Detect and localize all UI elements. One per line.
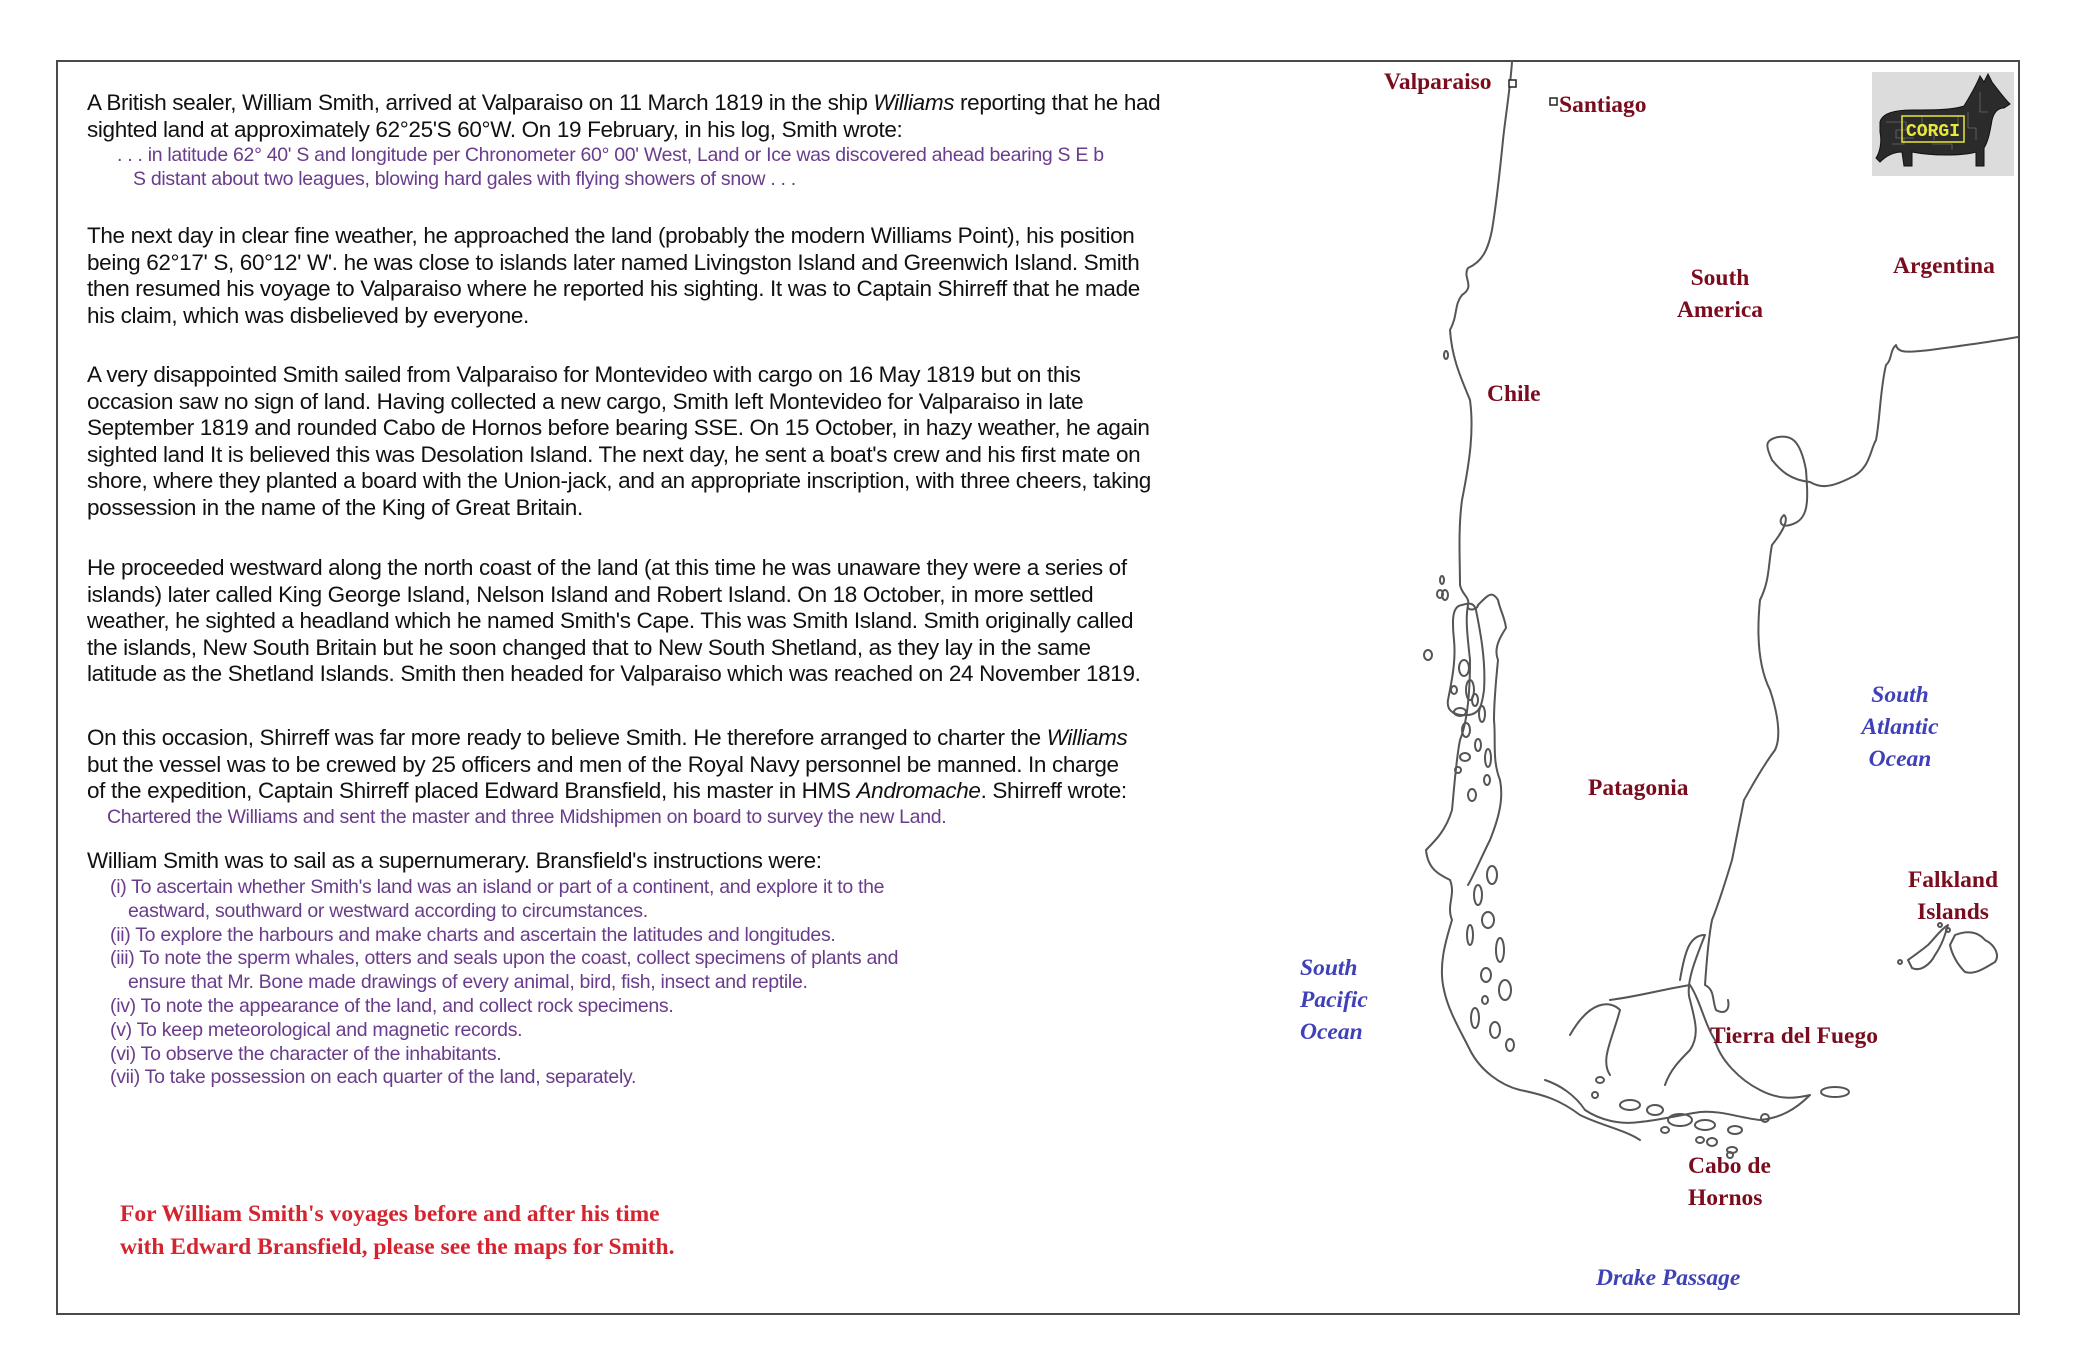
text-line: William Smith was to sail as a supernumerary. Bransfield's instructions were:: [87, 848, 822, 873]
magellan-strait: [1665, 935, 1705, 1085]
label-line: Hornos: [1688, 1185, 1763, 1211]
label-drake-passage: Drake Passage: [1596, 1265, 1741, 1291]
text-line: shore, where they planted a board with the Union-jack, and an appropriate inscription, with three cheers, taking: [87, 468, 1151, 494]
shirreff-quote: Chartered the Williams and sent the master and three Midshipmen on board to survey the new Land.: [107, 805, 947, 828]
ship-name: Williams: [873, 90, 955, 115]
label-line: Cabo de: [1688, 1153, 1771, 1179]
falkland-islet: [1898, 960, 1902, 964]
chilean-fjords: [1468, 595, 1506, 885]
ship-name: Andromache: [856, 778, 981, 804]
label-line: South: [1300, 955, 1358, 981]
falkland-islet: [1946, 928, 1950, 932]
text-line: but the vessel was to be crewed by 25 officers and men of the Royal Navy personnel be manned. In charge: [87, 751, 1119, 777]
label-line: Falkland: [1907, 867, 1999, 893]
instruction-item: (vii) To take possession on each quarter of the land, separately.: [110, 1066, 637, 1089]
instruction-continuation: eastward, southward or westward according to circumstances.: [128, 899, 648, 922]
quote-line: . . . in latitude 62° 40' S and longitude per Chronometer 60° 00' West, Land or Ice was discovered ahead bearing S E b: [117, 144, 1104, 167]
text-line: then resumed his voyage to Valparaiso where he reported his sighting. It was to Captain Shirreff that he made: [87, 276, 1140, 302]
text-line: the islands, New South Britain but he soon changed that to New South Shetland, as they lay in the same: [87, 634, 1091, 660]
label-cabo-de-hornos: [1688, 1150, 1771, 1214]
falkland-west: [1908, 925, 1948, 969]
label-line: Pacific: [1300, 987, 1368, 1013]
text-line: sighted land It is believed this was Desolation Island. The next day, he sent a boat's crew and his first mate on: [87, 441, 1141, 467]
instruction-item: (iv) To note the appearance of the land, and collect rock specimens.: [110, 994, 674, 1017]
label-south-pacific-ocean: [1300, 952, 1368, 1048]
text-span: reporting that he had: [954, 90, 1161, 115]
label-santiago: Santiago: [1559, 92, 1647, 118]
label-patagonia: Patagonia: [1588, 775, 1689, 801]
text-line: occasion saw no sign of land. Having collected a new cargo, Smith left Montevideo for Valparaiso in late: [87, 388, 1084, 414]
label-line: Islands: [1917, 899, 1989, 925]
text-line: islands) later called King George Island, Nelson Island and Robert Island. On 18 October, in more settled: [87, 581, 1094, 607]
instruction-continuation: ensure that Mr. Bone made drawings of every animal, bird, fish, insect and reptile.: [128, 971, 808, 994]
instruction-item: (iii) To note the sperm whales, otters and seals upon the coast, collect specimens of plants and: [110, 947, 899, 970]
text-span: of the expedition, Captain Shirreff placed Edward Bransfield, his master in HMS: [87, 778, 857, 804]
ship-name: Williams: [1046, 725, 1128, 750]
text-line: weather, he sighted a headland which he named Smith's Cape. This was Smith Island. Smith originally called: [87, 608, 1134, 634]
text-line: being 62°17' S, 60°12' W'. he was close to islands later named Livingston Island and Greenwich Island. Smith: [87, 249, 1140, 275]
instruction-item: (i) To ascertain whether Smith's land was an island or part of a continent, and explore it to the: [110, 876, 885, 898]
chile-coastline: [1426, 62, 1640, 1140]
label-chile: Chile: [1487, 381, 1541, 407]
label-tierra-del-fuego: Tierra del Fuego: [1710, 1023, 1878, 1049]
falkland-east: [1950, 932, 1997, 972]
note-line: with Edward Bransfield, please see the maps for Smith.: [120, 1234, 675, 1260]
text-span: A British sealer, William Smith, arrived at Valparaiso on 11 March 1819 in the ship: [87, 90, 874, 115]
label-line: Atlantic: [1861, 714, 1939, 740]
label-line: Ocean: [1868, 746, 1932, 772]
label-falkland-islands: [1893, 864, 2013, 928]
text-line: possession in the name of the King of Great Britain.: [87, 494, 583, 520]
label-line: Ocean: [1300, 1019, 1363, 1045]
santiago-marker: [1550, 98, 1557, 105]
label-line: America: [1676, 297, 1764, 323]
corgi-logo: [1872, 72, 2014, 176]
cape-horn-islands: [1592, 1077, 1849, 1158]
text-line: September 1819 and rounded Cabo de Hornos before bearing SSE. On 15 October, in hazy weather, he again: [87, 415, 1150, 441]
label-argentina: Argentina: [1893, 253, 1995, 279]
instruction-item: (ii) To explore the harbours and make charts and ascertain the latitudes and longitudes.: [110, 923, 836, 946]
text-line: He proceeded westward along the north coast of the land (at this time he was unaware they were a series of: [87, 555, 1127, 580]
text-span: On this occasion, Shirreff was far more ready to believe Smith. He therefore arranged to charter the: [87, 725, 1047, 750]
label-south-atlantic-ocean: [1840, 679, 1960, 775]
label-line: South: [1871, 682, 1929, 708]
note-line: For William Smith's voyages before and after his time: [120, 1201, 660, 1227]
text-line: The next day in clear fine weather, he approached the land (probably the modern Williams Point), his position: [87, 223, 1135, 248]
instruction-item: (v) To keep meteorological and magnetic records.: [110, 1018, 523, 1041]
text-line: his claim, which was disbelieved by everyone.: [87, 302, 529, 328]
logo-text: CORGI: [1905, 122, 1961, 142]
instruction-item: (vi) To observe the character of the inhabitants.: [110, 1042, 502, 1065]
valparaiso-marker: [1509, 80, 1516, 87]
text-span: . Shirreff wrote:: [980, 778, 1127, 804]
text-line: latitude as the Shetland Islands. Smith then headed for Valparaiso which was reached on 24 November 1819.: [87, 661, 1141, 687]
tierra-del-fuego-coast: [1545, 985, 1810, 1123]
label-south-america: [1660, 262, 1780, 326]
text-line: sighted land at approximately 62°25'S 60°W. On 19 February, in his log, Smith wrote:: [87, 116, 903, 142]
label-line: South: [1690, 265, 1750, 291]
corgi-maze-icon: [1872, 72, 2014, 176]
quote-line: S distant about two leagues, blowing hard gales with flying showers of snow . . .: [133, 168, 796, 191]
text-line: A very disappointed Smith sailed from Valparaiso for Montevideo with cargo on 16 May 1819 but on this: [87, 362, 1081, 387]
label-valparaiso: Valparaiso: [1384, 69, 1492, 95]
